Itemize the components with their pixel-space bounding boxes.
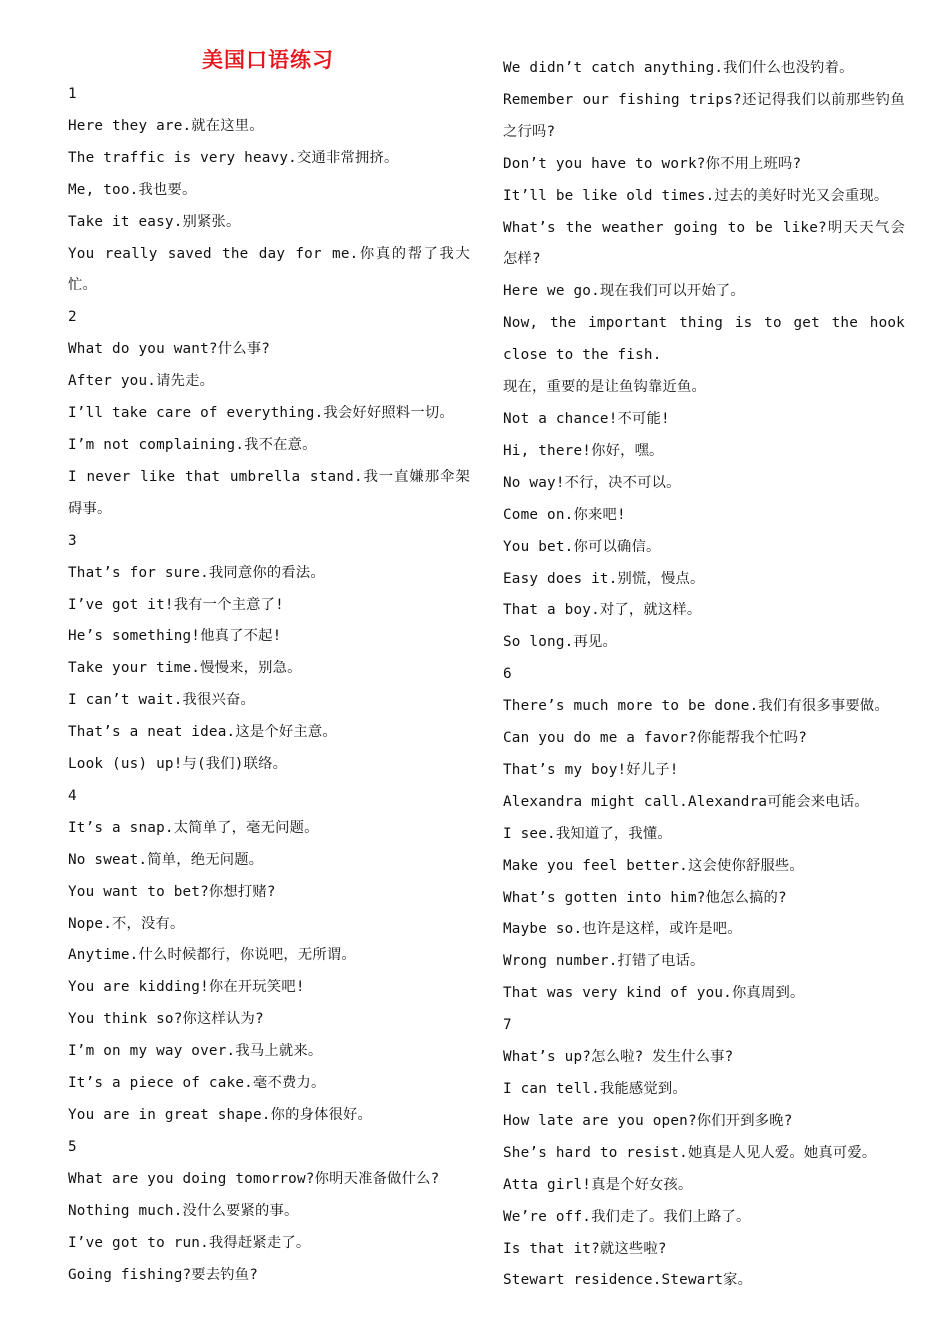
phrase-line: You want to bet?你想打赌? bbox=[68, 883, 276, 900]
phrase-line: Hi, there!你好，嘿。 bbox=[503, 442, 664, 459]
section-number: 2 bbox=[68, 309, 77, 326]
phrase-line: You are kidding!你在开玩笑吧! bbox=[68, 979, 305, 996]
right-column bbox=[503, 53, 905, 1297]
section-number: 4 bbox=[68, 787, 77, 804]
phrase-line: That’s a neat idea.这是个好主意。 bbox=[68, 724, 337, 741]
phrase-line: Me, too.我也要。 bbox=[68, 181, 197, 198]
left-column bbox=[68, 79, 470, 1291]
phrase-line: He’s something!他真了不起! bbox=[68, 628, 282, 645]
phrase-line: I’ll take care of everything.我会好好照料一切。 bbox=[68, 405, 454, 422]
phrase-line: I’m not complaining.我不在意。 bbox=[68, 436, 317, 453]
section-number: 3 bbox=[68, 532, 77, 549]
phrase-line: Is that it?就这些啦? bbox=[503, 1240, 667, 1257]
phrase-line: Atta girl!真是个好女孩。 bbox=[503, 1176, 693, 1193]
phrase-line: What’s up?怎么啦? 发生什么事? bbox=[503, 1049, 734, 1066]
section-number: 5 bbox=[68, 1138, 77, 1155]
phrase-line: The traffic is very heavy.交通非常拥挤。 bbox=[68, 149, 399, 166]
phrase-line: No way!不行，决不可以。 bbox=[503, 474, 681, 491]
phrase-line: She’s hard to resist.她真是人见人爱。她真可爱。 bbox=[503, 1144, 877, 1161]
phrase-line: It’s a piece of cake.毫不费力。 bbox=[68, 1075, 326, 1092]
phrase-line: Make you feel better.这会使你舒服些。 bbox=[503, 857, 804, 874]
phrase-line: We didn’t catch anything.我们什么也没钓着。 bbox=[503, 60, 854, 76]
phrase-line: That’s for sure.我同意你的看法。 bbox=[68, 564, 325, 581]
page-title: 美国口语练习 bbox=[202, 48, 334, 72]
phrase-line: I’m on my way over.我马上就来。 bbox=[68, 1043, 323, 1060]
phrase-line: Remember our fishing trips?还记得我们以前那些钓鱼之行吗? bbox=[503, 91, 905, 140]
phrase-line: Anytime.什么时候都行，你说吧，无所谓。 bbox=[68, 947, 356, 964]
phrase-line: 现在，重要的是让鱼钩靠近鱼。 bbox=[503, 379, 706, 396]
phrase-line: That’s my boy!好儿子! bbox=[503, 761, 679, 778]
phrase-line: Nothing much.没什么要紧的事。 bbox=[68, 1202, 299, 1219]
phrase-line: Alexandra might call.Alexandra可能会来电话。 bbox=[503, 793, 869, 810]
phrase-line: What’s the weather going to be like?明天天气会怎样? bbox=[503, 219, 905, 268]
phrase-line: It’ll be like old times.过去的美好时光又会重现。 bbox=[503, 187, 889, 204]
phrase-line: What’s gotten into him?他怎么搞的? bbox=[503, 889, 787, 906]
phrase-line: No sweat.简单，绝无问题。 bbox=[68, 851, 264, 868]
phrase-line: There’s much more to be done.我们有很多事要做。 bbox=[503, 698, 889, 715]
phrase-line: I’ve got it!我有一个主意了! bbox=[68, 596, 284, 613]
phrase-line: It’s a snap.太简单了，毫无问题。 bbox=[68, 819, 319, 836]
phrase-line: You really saved the day for me.你真的帮了我大忙。 bbox=[68, 245, 470, 294]
phrase-line: Come on.你来吧! bbox=[503, 506, 626, 523]
phrase-line: I see.我知道了，我懂。 bbox=[503, 825, 672, 842]
phrase-line: After you.请先走。 bbox=[68, 373, 215, 390]
phrase-line: Can you do me a favor?你能帮我个忙吗? bbox=[503, 730, 808, 747]
section-number: 7 bbox=[503, 1017, 512, 1034]
phrase-line: What are you doing tomorrow?你明天准备做什么? bbox=[68, 1170, 440, 1187]
phrase-line: Stewart residence.Stewart家。 bbox=[503, 1272, 753, 1289]
phrase-line: I can tell.我能感觉到。 bbox=[503, 1081, 687, 1097]
section-number: 1 bbox=[68, 86, 77, 102]
phrase-line: Take your time.慢慢来，别急。 bbox=[68, 660, 302, 677]
phrase-line: Take it easy.别紧张。 bbox=[68, 213, 241, 230]
phrase-line: I can’t wait.我很兴奋。 bbox=[68, 692, 255, 709]
phrase-line: How late are you open?你们开到多晚? bbox=[503, 1112, 793, 1129]
phrase-line: Easy does it.别慌，慢点。 bbox=[503, 570, 705, 587]
section-number: 6 bbox=[503, 666, 512, 683]
phrase-line: Wrong number.打错了电话。 bbox=[503, 953, 705, 970]
phrase-line: That a boy.对了，就这样。 bbox=[503, 602, 702, 619]
phrase-line: Going fishing?要去钓鱼? bbox=[68, 1266, 259, 1283]
phrase-line: What do you want?什么事? bbox=[68, 341, 271, 358]
phrase-line: Here we go.现在我们可以开始了。 bbox=[503, 283, 745, 300]
phrase-line: You bet.你可以确信。 bbox=[503, 538, 661, 555]
phrase-line: Maybe so.也许是这样，或许是吧。 bbox=[503, 921, 742, 938]
phrase-line: You think so?你这样认为? bbox=[68, 1011, 264, 1028]
phrase-line: You are in great shape.你的身体很好。 bbox=[68, 1107, 373, 1123]
phrase-line: Don’t you have to work?你不用上班吗? bbox=[503, 155, 802, 172]
phrase-line: Nope.不，没有。 bbox=[68, 915, 185, 932]
phrase-line: Here they are.就在这里。 bbox=[68, 117, 264, 134]
phrase-line: Look (us) up!与(我们)联络。 bbox=[68, 756, 288, 773]
phrase-line: So long.再见。 bbox=[503, 634, 617, 651]
phrase-line: I’ve got to run.我得赶紧走了。 bbox=[68, 1234, 311, 1251]
phrase-line: We’re off.我们走了。我们上路了。 bbox=[503, 1208, 751, 1225]
phrase-line: Not a chance!不可能! bbox=[503, 410, 670, 427]
phrase-line: Now, the important thing is to get the hook close to the fish. bbox=[503, 315, 905, 364]
phrase-line: I never like that umbrella stand.我一直嫌那伞架碍事。 bbox=[68, 468, 470, 517]
phrase-line: That was very kind of you.你真周到。 bbox=[503, 985, 805, 1002]
